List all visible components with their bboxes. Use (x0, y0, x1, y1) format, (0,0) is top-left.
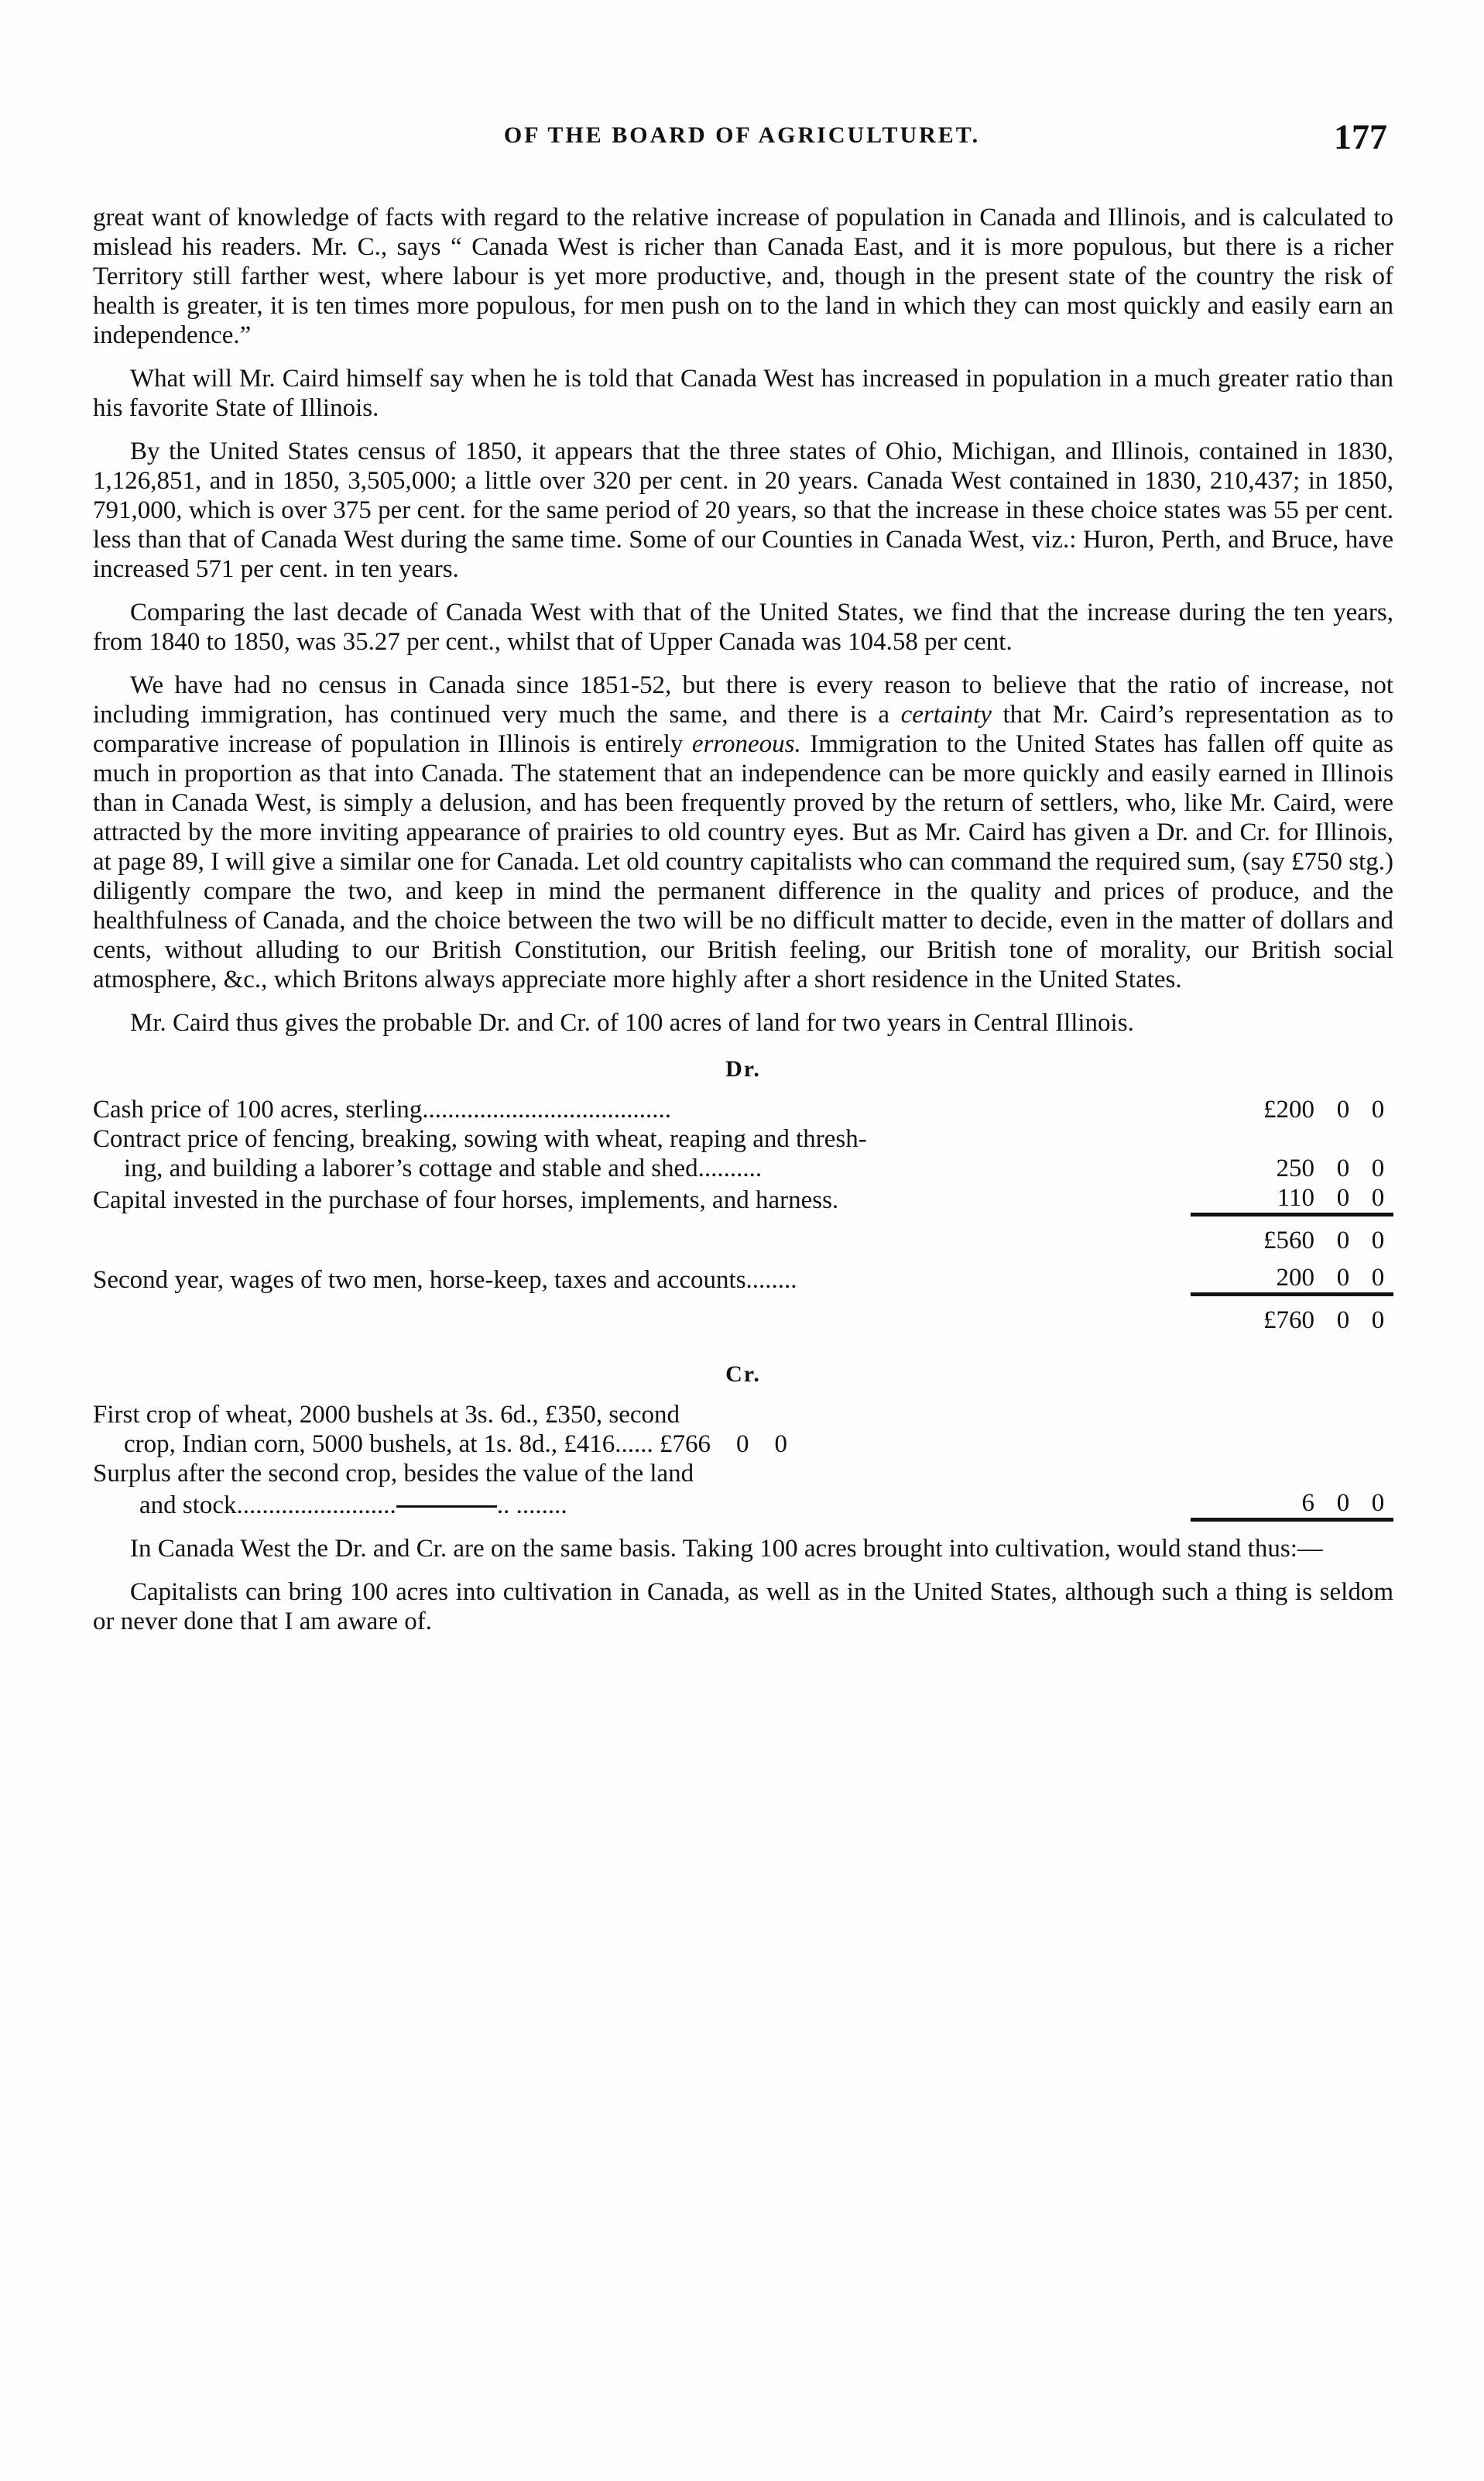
text-run: We have had no census in Canada since 1851-52, but there is every reason to believe that the ratio of increase, not including immigration, has continued very much the same, and there is a (93, 671, 1393, 729)
italic-word: erroneous. (691, 730, 801, 758)
cr-desc: and stock......................... (139, 1491, 396, 1519)
paragraph (93, 671, 1393, 994)
cr-ledger (93, 1400, 1393, 1526)
cr-row (93, 1429, 1393, 1459)
ledger-pounds: 200 (1276, 1264, 1314, 1292)
paragraph: In Canada West the Dr. and Cr. are on the same basis. Taking 100 acres brought into cultivation, would stand thus:— (130, 1535, 1323, 1563)
paragraph: Mr. Caird thus gives the probable Dr. and Cr. of 100 acres of land for two years in Central Illinois. (130, 1009, 1134, 1037)
ledger-rule (93, 1215, 1393, 1222)
ledger-pounds: 250 (1276, 1155, 1314, 1182)
page-header (97, 116, 1387, 163)
total-shillings: 0 (1336, 1306, 1350, 1334)
surplus-pounds: 6 (1301, 1489, 1314, 1517)
paragraph: great want of knowledge of facts with regard to the relative increase of population in Canada and Illinois, and is calculated to mislead his readers. Mr. C., says “ Canada West is richer than Canada East, and it is more populous, but there is a richer Territory still farther west, where labour is yet more productive, and, though in the present state of the country the risk of health is greater, it is ten times more populous, for men push on to the land in which they can most quickly and easily earn an independence.” (93, 204, 1393, 349)
cr-crop-pence: 0 (774, 1430, 787, 1458)
text-run: Immigration to the United States has fallen off quite as much in proportion as that into Canada. The statement that an independence can be more quickly and easily earned in Illinois than in Canada West, is simply a delusion, and has been frequently proved by the return of settlers, who, like Mr. Caird, were attracted by the more inviting appearance of prairies to old country eyes. But as Mr. Caird has given a Dr. and Cr. for Illinois, at page 89, I will give a similar one for Canada. Let old country capitalists who can command the required sum, (say £750 stg.) diligently compare the two, and keep in mind the permanent difference in the quality and prices of produce, and the healthfulness of Canada, and the choice between the two will be no difficult matter to decide, even in the matter of dollars and cents, without alluding to our British Constitution, our British feeling, our British tone of morality, our British social atmosphere, &c., which Britons always appreciate more highly after a short residence in the United States. (93, 730, 1393, 993)
body-text (93, 203, 1393, 1650)
cr-heading: Cr. (725, 1361, 761, 1387)
sum-rule (1191, 1295, 1393, 1302)
cr-row (93, 1488, 1393, 1520)
ledger-rule (93, 1295, 1393, 1302)
ledger-shillings: 0 (1336, 1155, 1350, 1182)
ledger-pence: 0 (1371, 1155, 1385, 1182)
surplus-pence: 0 (1371, 1489, 1385, 1517)
cr-desc: Surplus after the second crop, besides the value of the land (93, 1460, 694, 1488)
ledger-desc: Second year, wages of two men, horse-keep, taxes and accounts........ (93, 1265, 797, 1294)
ledger-shillings: 0 (1336, 1264, 1350, 1292)
ledger-row (93, 1095, 1393, 1124)
text-run: that Mr. Caird’s representation as to comparative increase of population in Illinois is entirely (93, 701, 1393, 758)
cr-rule (93, 1520, 1393, 1527)
ledger-total-row (93, 1301, 1393, 1343)
cr-desc: crop, Indian corn, 5000 bushels, at 1s. 8d., £416...... (124, 1430, 653, 1458)
ledger-pounds (1191, 1124, 1324, 1154)
dr-heading: Dr. (725, 1056, 761, 1082)
page-number: 177 (1334, 117, 1387, 156)
paragraph: By the United States census of 1850, it appears that the three states of Ohio, Michigan, and Illinois, contained in 1830, 1,126,851, and in 1850, 3,505,000; a little over 320 per cent. in 20 years. Canada West contained in 1830, 210,437; in 1850, 791,000, which is over 375 per cent. for the same period of 20 years, so that the increase in these choice states was 55 per cent. less than that of Canada West during the same time. Some of our Counties in Canada West, viz.: Huron, Perth, and Bruce, have increased 571 per cent. in ten years. (93, 438, 1393, 583)
cr-crop-shillings: 0 (736, 1430, 749, 1458)
ledger-desc: Capital invested in the purchase of four horses, implements, and harness. (93, 1186, 839, 1214)
total-pounds: £760 (1263, 1306, 1314, 1334)
ledger-row (93, 1183, 1393, 1215)
subtotal-pounds: £560 (1263, 1227, 1314, 1254)
ledger-pence (1362, 1124, 1393, 1154)
ledger-desc: ing, and building a laborer’s cottage and stable and shed.......... (124, 1155, 763, 1182)
cr-row (93, 1459, 1393, 1488)
short-rule (396, 1505, 497, 1508)
dr-ledger (93, 1095, 1393, 1343)
italic-word: certainty (900, 701, 992, 729)
sum-rule (1191, 1520, 1393, 1527)
paragraph: What will Mr. Caird himself say when he is told that Canada West has increased in population in a much greater ratio than his favorite State of Illinois. (93, 365, 1393, 422)
running-head: OF THE BOARD OF AGRICULTURET. (503, 122, 981, 148)
cr-crop-pounds: £766 (660, 1430, 711, 1458)
ledger-pence: 0 (1371, 1184, 1385, 1212)
total-pence: 0 (1371, 1306, 1385, 1334)
surplus-shillings: 0 (1336, 1489, 1350, 1517)
subtotal-shillings: 0 (1336, 1227, 1350, 1254)
ledger-pence: 0 (1371, 1264, 1385, 1292)
subtotal-pence: 0 (1371, 1227, 1385, 1254)
ledger-desc: Cash price of 100 acres, sterling....................................... (93, 1096, 671, 1124)
ledger-desc: Contract price of fencing, breaking, sowing with wheat, reaping and thresh- (93, 1125, 867, 1153)
cr-desc-tail: .. ........ (496, 1491, 567, 1519)
ledger-subtotal-row (93, 1221, 1393, 1263)
paragraph: Comparing the last decade of Canada West with that of the United States, we find that the increase during the ten years, from 1840 to 1850, was 35.27 per cent., whilst that of Upper Canada was 104.58 per cent. (93, 599, 1393, 656)
ledger-row (93, 1124, 1393, 1154)
ledger-row (93, 1154, 1393, 1183)
ledger-shillings (1324, 1124, 1362, 1154)
ledger-shillings: 0 (1336, 1096, 1350, 1124)
ledger-row (93, 1263, 1393, 1295)
paragraph: Capitalists can bring 100 acres into cultivation in Canada, as well as in the United States, although such a thing is seldom or never done that I am aware of. (93, 1578, 1393, 1635)
ledger-pounds: £200 (1263, 1096, 1314, 1124)
cr-desc: First crop of wheat, 2000 bushels at 3s. 6d., £350, second (93, 1401, 680, 1429)
ledger-pence: 0 (1371, 1096, 1385, 1124)
ledger-shillings: 0 (1336, 1184, 1350, 1212)
ledger-pounds: 110 (1277, 1184, 1314, 1212)
cr-row (93, 1400, 1393, 1429)
sum-rule (1191, 1215, 1393, 1222)
